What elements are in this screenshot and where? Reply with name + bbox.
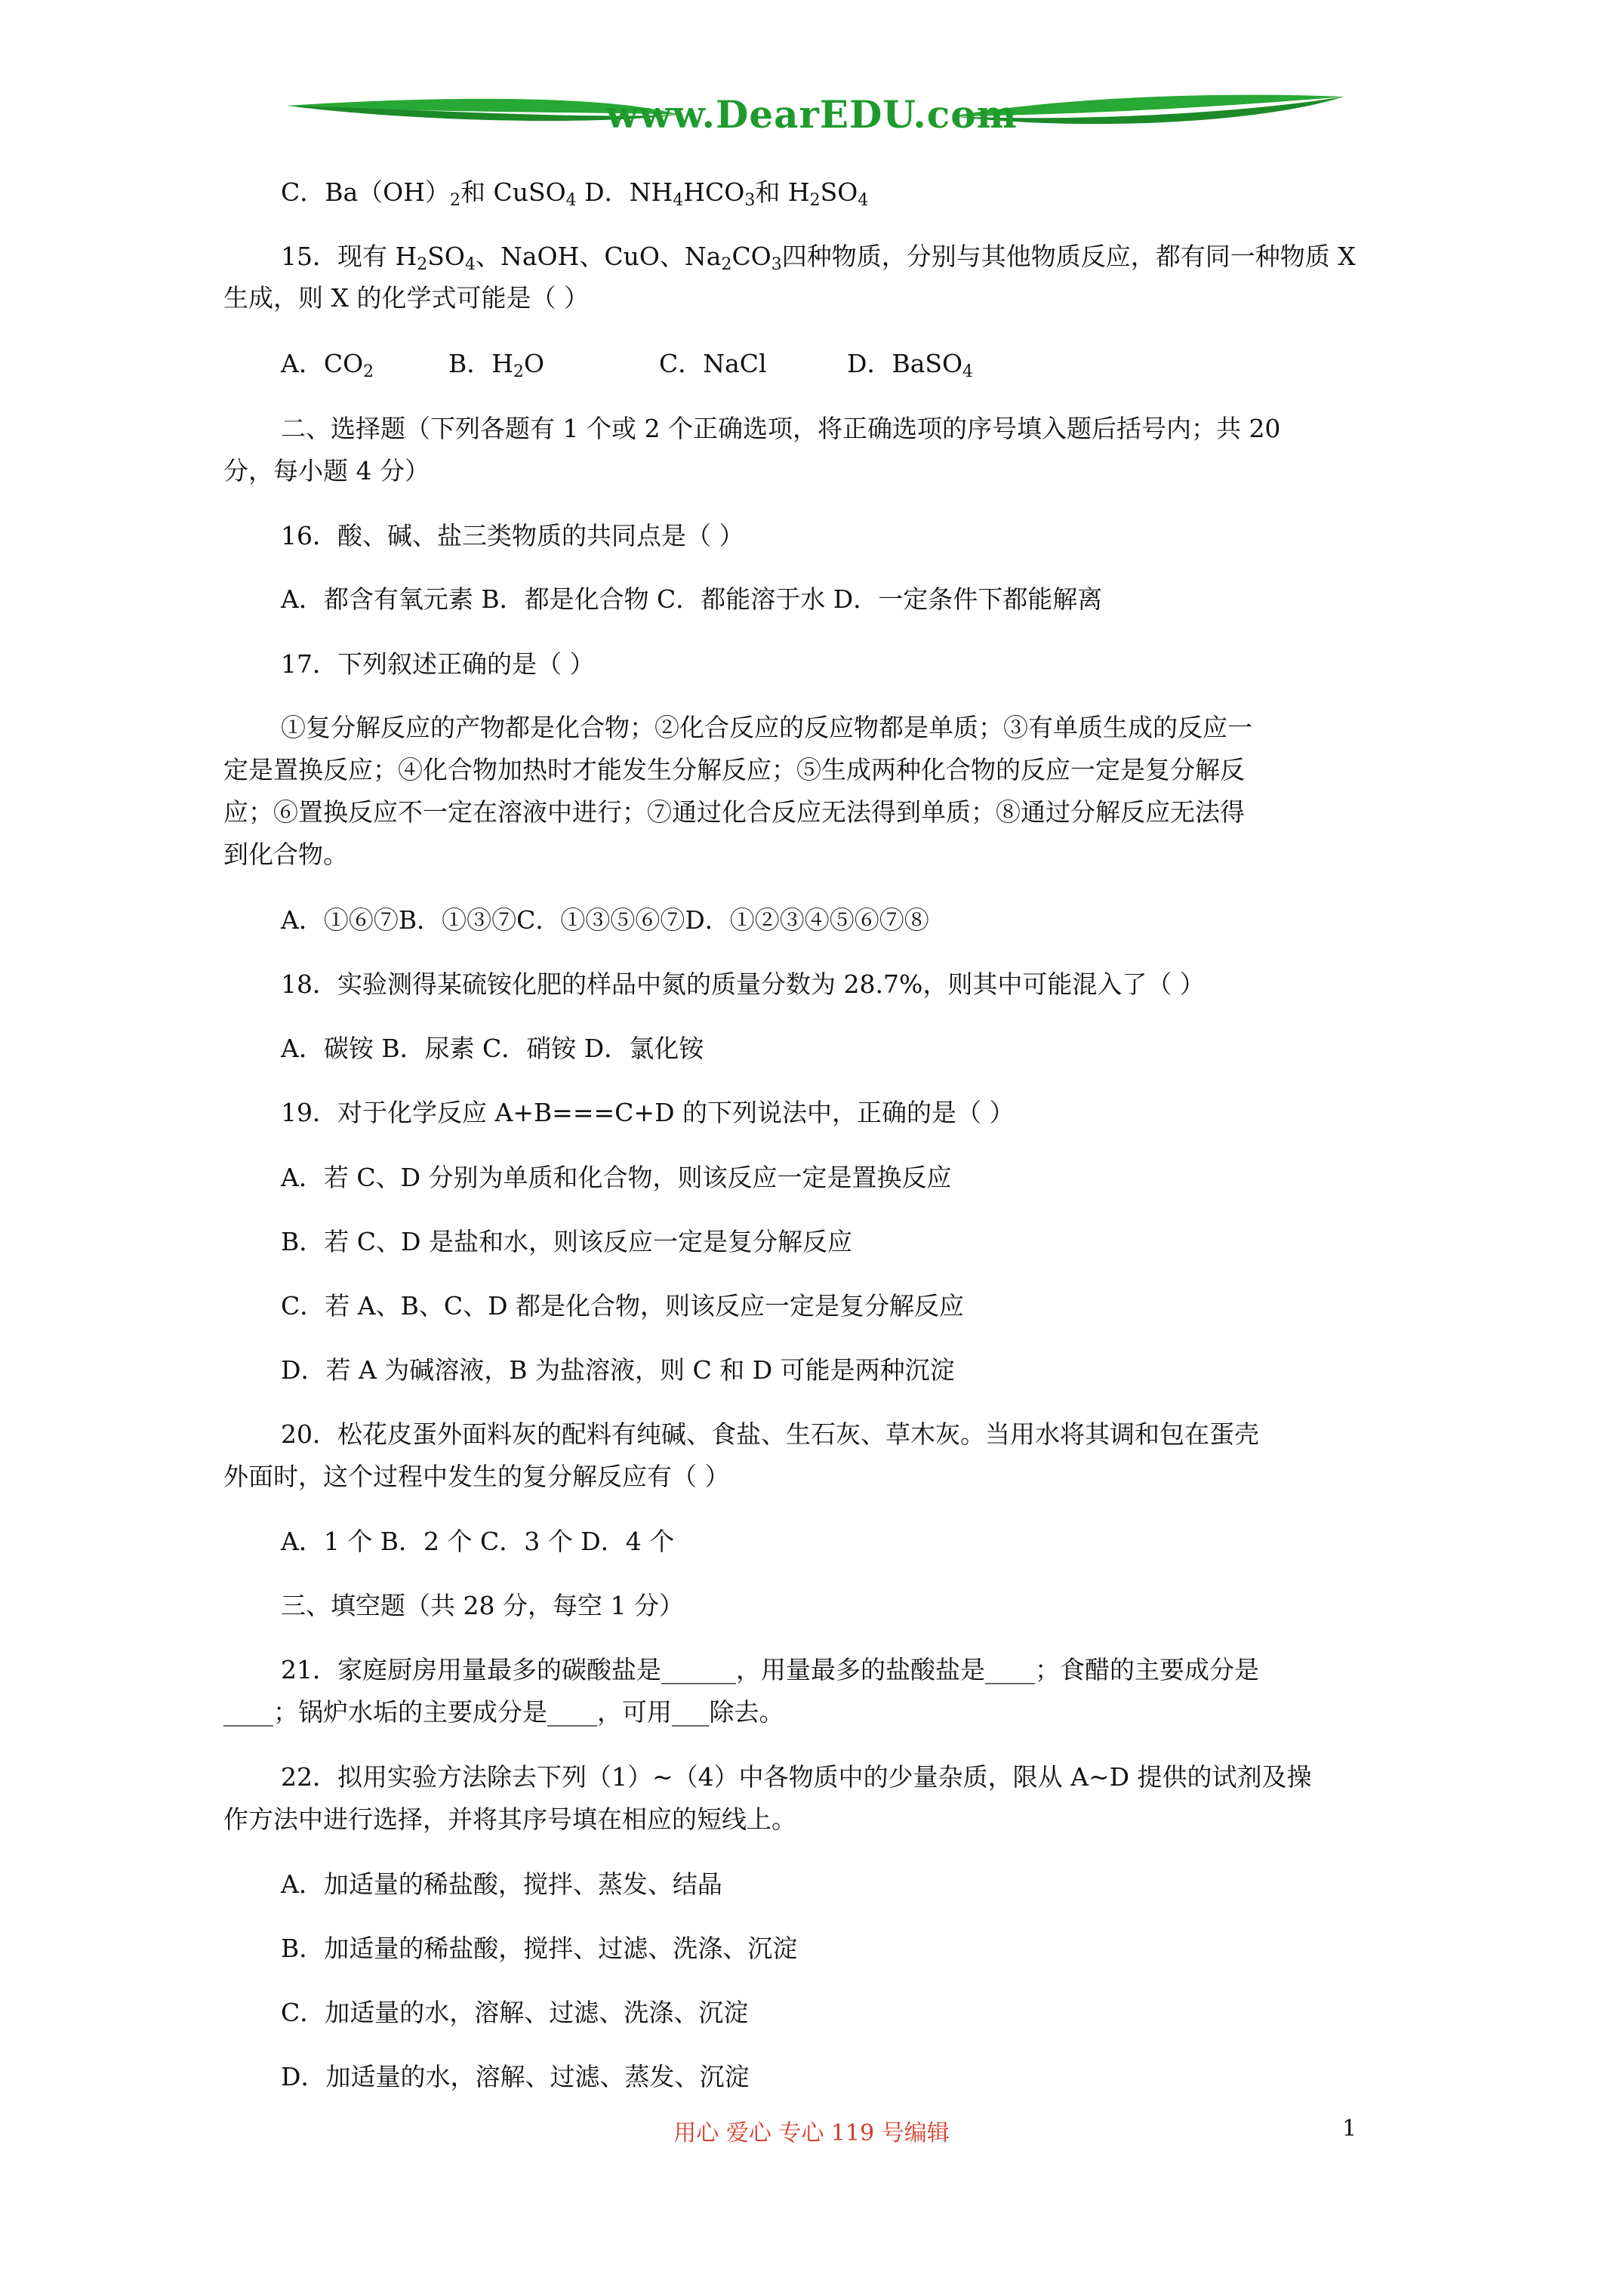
q15-stem: 15．现有 $H_2SO_4$、NaOH、CuO、$Na_2CO_3$四种物质，分别与其他物质反应，都有同一种物质 X xyxy=(281,242,1356,274)
q15-option-c: C．NaCl xyxy=(659,349,767,378)
q22-option-b: B．加适量的稀盐酸，搅拌、过滤、洗涤、沉淀 xyxy=(281,1934,798,1963)
footer-slogan: 用心 爱心 专心 119 号编辑 xyxy=(673,2120,950,2147)
q16-options: A．都含有氧元素 B．都是化合物 C．都能溶于水 D．一定条件下都能解离 xyxy=(281,584,1103,614)
section-2-heading-cont: 分，每小题 4 分） xyxy=(223,456,430,485)
q17-stem: 17．下列叙述正确的是（ ） xyxy=(281,649,595,679)
q19-option-a: A．若 C、D 分别为单质和化合物，则该反应一定是置换反应 xyxy=(281,1163,952,1192)
q17-options: A．①⑥⑦B．①③⑦C．①③⑤⑥⑦D．①②③④⑤⑥⑦⑧ xyxy=(281,905,929,935)
q22-option-c: C．加适量的水，溶解、过滤、洗涤、沉淀 xyxy=(281,1998,749,2027)
site-logo[interactable]: www.DearEDU.com xyxy=(605,92,1018,137)
q17-statements-3: 应；⑥置换反应不一定在溶液中进行；⑦通过化合反应无法得到单质；⑧通过分解反应无法得 xyxy=(223,797,1245,827)
q14-options-cd: C．$Ba(OH)_2$和 CuSO$_4$ D．$NH_4HCO_3$和 $H_2SO_4$ xyxy=(281,177,869,210)
q22-stem-cont: 作方法中进行选择，并将其序号填在相应的短线上。 xyxy=(223,1804,796,1834)
q17-statements-1: ①复分解反应的产物都是化合物；②化合反应的反应物都是单质；③有单质生成的反应一 xyxy=(281,713,1252,742)
q16-stem: 16．酸、碱、盐三类物质的共同点是（ ） xyxy=(281,521,744,550)
q15-stem-cont: 生成，则 X 的化学式可能是（ ） xyxy=(223,283,589,313)
q21-stem-cont: ____；锅炉水垢的主要成分是____，可用___除去。 xyxy=(223,1697,784,1727)
q19-option-d: D．若 A 为碱溶液，B 为盐溶液，则 C 和 D 可能是两种沉淀 xyxy=(281,1355,955,1385)
q20-stem: 20．松花皮蛋外面料灰的配料有纯碱、食盐、生石灰、草木灰。当用水将其调和包在蛋壳 xyxy=(281,1419,1259,1449)
q19-option-c: C．若 A、B、C、D 都是化合物，则该反应一定是复分解反应 xyxy=(281,1291,965,1321)
section-2-heading: 二、选择题（下列各题有 1 个或 2 个正确选项，将正确选项的序号填入题后括号内；共 20 xyxy=(281,414,1281,443)
page-header xyxy=(0,0,1623,151)
q19-stem: 19．对于化学反应 A+B===C+D 的下列说法中，正确的是（ ） xyxy=(281,1098,1015,1127)
q15-option-b: B．$H_2O$ xyxy=(448,349,545,381)
q18-options: A．碳铵 B．尿素 C．硝铵 D．氯化铵 xyxy=(281,1034,704,1063)
page-number: 1 xyxy=(1342,2116,1357,2142)
q15-option-a: A．$CO_2$ xyxy=(281,349,374,381)
q20-stem-cont: 外面时，这个过程中发生的复分解反应有（ ） xyxy=(223,1462,730,1491)
q15-option-d: D．BaSO$_4$ xyxy=(847,349,974,381)
q17-statements-4: 到化合物。 xyxy=(223,840,348,869)
section-3-heading: 三、填空题（共 28 分，每空 1 分） xyxy=(281,1591,684,1620)
q18-stem: 18．实验测得某硫铵化肥的样品中氮的质量分数为 28.7%，则其中可能混入了（ ） xyxy=(281,969,1205,999)
q22-stem: 22．拟用实验方法除去下列（1）~（4）中各物质中的少量杂质，限从 A~D 提供的试剂及操 xyxy=(281,1762,1312,1792)
q22-option-d: D．加适量的水，溶解、过滤、蒸发、沉淀 xyxy=(281,2062,750,2091)
q17-statements-2: 定是置换反应；④化合物加热时才能发生分解反应；⑤生成两种化合物的反应一定是复分解反 xyxy=(223,755,1245,784)
q22-option-a: A．加适量的稀盐酸，搅拌、蒸发、结晶 xyxy=(281,1869,722,1899)
q21-stem: 21．家庭厨房用量最多的碳酸盐是______，用量最多的盐酸盐是____；食醋的主要成分是 xyxy=(281,1655,1259,1684)
q20-options: A．1 个 B．2 个 C．3 个 D．4 个 xyxy=(281,1527,675,1556)
q19-option-b: B．若 C、D 是盐和水，则该反应一定是复分解反应 xyxy=(281,1227,852,1256)
